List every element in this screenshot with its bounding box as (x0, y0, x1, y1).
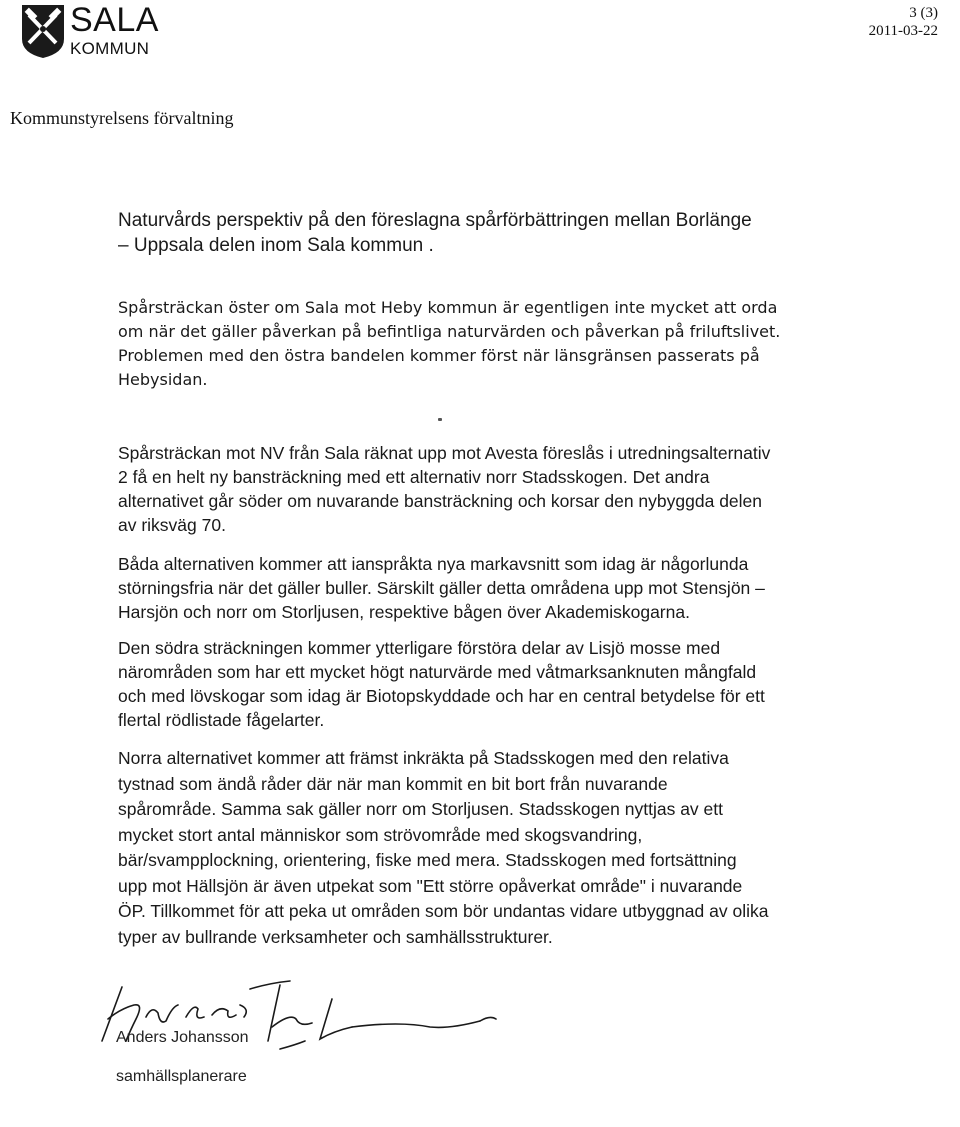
sala-kommun-logo-icon (20, 3, 66, 59)
page-meta (869, 4, 938, 40)
department: Kommunstyrelsens förvaltning (10, 108, 234, 128)
paragraph-line: bär/svampplockning, orientering, fiske med mera. Stadsskogen med fortsättning (118, 850, 737, 870)
paragraph-line: av riksväg 70. (118, 515, 226, 535)
document-title (118, 208, 938, 258)
paragraph-line: störningsfria när det gäller buller. Särskilt gäller detta områdena upp mot Stensjön – (118, 578, 765, 598)
paragraph-line: närområden som har ett mycket högt naturvärde med våtmarksanknuten mångfald (118, 662, 757, 682)
paragraph-line: typer av bullrande verksamheter och samhällsstrukturer. (118, 926, 553, 947)
title-line: – Uppsala delen inom Sala kommun . (118, 235, 434, 256)
paragraph-1 (118, 296, 938, 392)
paragraph-line: flertal rödlistade fågelarter. (118, 710, 325, 730)
paragraph-4 (118, 636, 938, 732)
paragraph-line: och med lövskogar som idag är Biotopskyddade och har en central betydelse för ett (118, 686, 765, 706)
paragraph-2 (118, 441, 938, 537)
paragraph-line: om när det gäller påverkan på befintliga naturvärden och påverkan på friluftslivet. (118, 322, 781, 341)
paragraph-line: Norra alternativet kommer att främst inkräkta på Stadsskogen med den relativa (118, 748, 729, 768)
signatory-title: samhällsplanerare (116, 1068, 247, 1085)
paragraph-5 (118, 746, 938, 950)
scan-speck (438, 418, 442, 421)
paragraph-line: spårområde. Samma sak gäller norr om Storljusen. Stadsskogen nyttjas av ett (118, 799, 723, 819)
document-date: 2011-03-22 (868, 23, 938, 39)
page-number: 3 (3) (909, 5, 938, 21)
paragraph-line: Spårsträckan mot NV från Sala räknat upp mot Avesta föreslås i utredningsalternativ (118, 443, 771, 463)
paragraph-line: alternativet går söder om nuvarande bansträckning och korsar den nybyggda delen (118, 491, 763, 511)
handwritten-signature-icon (100, 975, 520, 1065)
paragraph-3 (118, 552, 938, 624)
paragraph-line: Båda alternativen kommer att ianspråkta nya markavsnitt som idag är någorlunda (118, 554, 749, 574)
signatory-name: Anders Johansson (116, 1029, 249, 1046)
org-name: SALA (70, 1, 159, 39)
paragraph-line: tystnad som ändå råder där när man kommit en bit bort från nuvarande (118, 773, 668, 794)
brand (70, 2, 159, 58)
paragraph-line: mycket stort antal människor som strövområde med skogsvandring, (118, 824, 643, 845)
paragraph-line: Spårsträckan öster om Sala mot Heby kommun är egentligen inte mycket att orda (118, 298, 778, 317)
paragraph-line: Problemen med den östra bandelen kommer först när länsgränsen passerats på (118, 346, 760, 365)
paragraph-line: upp mot Hällsjön är även utpekat som "Ett större opåverkat område" i nuvarande (118, 875, 743, 896)
paragraph-line: Harsjön och norr om Storljusen, respektive bågen över Akademiskogarna. (118, 602, 690, 622)
paragraph-line: Den södra sträckningen kommer ytterligare förstöra delar av Lisjö mosse med (118, 638, 721, 658)
paragraph-line: Hebysidan. (118, 370, 208, 389)
paragraph-line: ÖP. Tillkommet för att peka ut områden som bör undantas vidare utbyggnad av olika (118, 901, 769, 921)
org-sub: KOMMUN (70, 39, 150, 58)
title-line: Naturvårds perspektiv på den föreslagna spårförbättringen mellan Borlänge (118, 210, 752, 231)
paragraph-line: 2 få en helt ny bansträckning med ett alternativ norr Stadsskogen. Det andra (118, 467, 710, 487)
